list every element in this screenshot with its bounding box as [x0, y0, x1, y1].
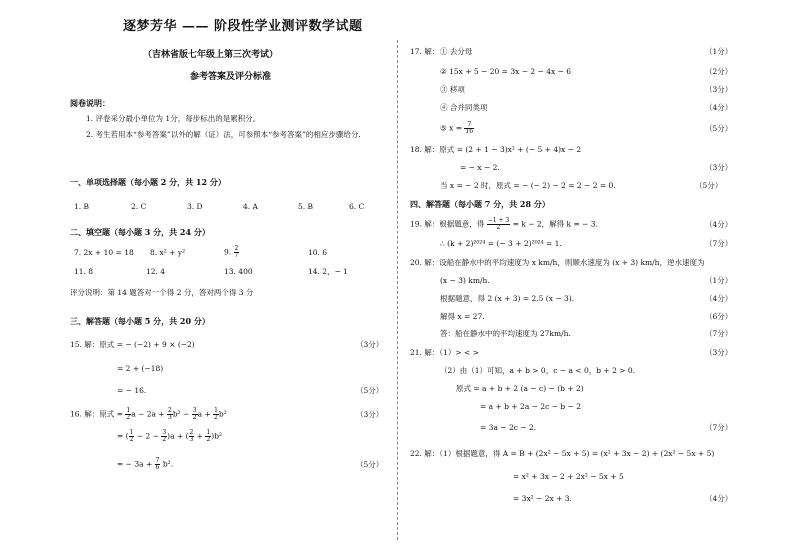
- q15-score: （5分）: [356, 386, 384, 395]
- section2-heading: 二、填空题（每小题 3 分，共 24 分）: [70, 227, 210, 237]
- fill-answer-14: 14. 2，− 1: [308, 267, 349, 276]
- q17-score: （4分）: [705, 103, 733, 112]
- q22-line1: 22. 解：（1）根据题意，得 A = B + (2x² − 5x + 5) = (x² + 3x − 2) + (2x² − 5x + 5): [410, 449, 715, 458]
- q21-line2: （2）由（1）可知，a + b > 0，c − a < 0，b + 2 > 0.: [440, 366, 636, 375]
- exam-subtitle: （吉林省版七年级上第三次考试）: [143, 50, 279, 60]
- fill-answer-13: 13. 400: [224, 267, 253, 276]
- section4-heading: 四、解答题（每小题 7 分，共 28 分）: [410, 199, 550, 209]
- q18-line1: 18. 解：原式 = (2 + 1 − 3)x² + (− 5 + 4)x − 2: [410, 145, 582, 154]
- q17-score: （5分）: [705, 124, 733, 133]
- mc-answer: 4. A: [243, 202, 258, 211]
- q18-line3: 当 x = − 2 时，原式 = − (− 2) − 2 = 2 − 2 = 0.: [440, 181, 616, 190]
- fill-answer-8: 8. x² + y²: [150, 248, 186, 257]
- section1-heading: 一、单项选择题（每小题 2 分，共 12 分）: [70, 177, 226, 187]
- q20-line5: 答：船在静水中的平均速度为 27km/h.: [440, 329, 571, 338]
- q19-score: （4分）: [705, 220, 733, 229]
- q20-line2: (x − 3) km/h.: [440, 276, 490, 285]
- column-divider: [397, 40, 399, 540]
- q21-line1: 21. 解：（1）> < >: [410, 348, 479, 357]
- q15-score: （3分）: [356, 340, 384, 349]
- mc-answer: 2. C: [131, 202, 147, 211]
- fill-answer-10: 10. 6: [308, 248, 328, 257]
- fill-answer-11: 11. 8: [74, 267, 94, 276]
- q18-line2: = − x − 2.: [460, 163, 500, 172]
- exam-title: 逐梦芳华 —— 阶段性学业测评数学试题: [123, 19, 363, 34]
- q20-line3: 根据题意，得 2 (x + 3) = 2.5 (x − 3).: [440, 294, 575, 303]
- q20-score: （7分）: [705, 329, 733, 338]
- q17-score: （1分）: [705, 47, 733, 56]
- q15-line1: 15. 解：原式 = − (−2) + 9 × (−2): [70, 340, 195, 349]
- q21-line3: 原式 = a + b + 2 (a − c) − (b + 2): [456, 384, 584, 393]
- instruction-item: 1. 评卷采分最小单位为 1分，每步标出的是累积分。: [86, 114, 261, 123]
- q20-score: （1分）: [705, 276, 733, 285]
- q20-score: （4分）: [705, 294, 733, 303]
- q16-line3: = − 3a + $\frac{7}{6}$ b².: [117, 457, 174, 471]
- q17-score: （2分）: [705, 67, 733, 76]
- q20-line1: 20. 解：设船在静水中的平均速度为 x km/h，则顺水速度为 (x + 3) km/h，逆水速度为: [410, 258, 705, 267]
- fill-answer-12: 12. 4: [146, 267, 166, 276]
- q22-score: （4分）: [705, 494, 733, 503]
- q17-step: ② 15x + 5 − 20 = 3x − 2 − 4x − 6: [440, 67, 572, 76]
- fill-answer-9: 9. $\frac{2}{7}$: [224, 245, 239, 259]
- mc-answer: 3. D: [187, 202, 203, 211]
- q19-line2: ∴ (k + 2)²⁰²⁴ = (− 3 + 2)²⁰²⁴ = 1.: [440, 239, 562, 248]
- q17-step: ① 去分母: [440, 47, 473, 56]
- mc-answer: 1. B: [74, 202, 90, 211]
- q21-score: （3分）: [705, 348, 733, 357]
- q21-line4: = a + b + 2a − 2c − b − 2: [480, 402, 581, 411]
- q17-score: （3分）: [705, 85, 733, 94]
- scoring-note: 评分说明：第 14 题答对一个得 2 分，答对两个得 3 分: [70, 288, 254, 297]
- q17-step: ③ 移项: [440, 85, 465, 94]
- q16-line1: 16. 解：原式 = $\frac{1}{2}$ a − 2a + $\frac{2}{3}$ b² − $\frac{3}{2}$ a + $\frac{1}{2}$ b²: [70, 407, 227, 421]
- q22-line2: = x² + 3x − 2 + 2x² − 5x + 5: [513, 472, 624, 481]
- answer-title: 参考答案及评分标准: [190, 72, 272, 82]
- q16-score: （5分）: [356, 460, 384, 469]
- q21-score: （7分）: [705, 423, 733, 432]
- q17-step: ⑤ x = $\frac{7}{16}$: [440, 121, 474, 135]
- q20-line4: 解得 x = 27.: [440, 312, 485, 321]
- section3-heading: 三、解答题（每小题 5 分，共 20 分）: [70, 316, 210, 326]
- q21-line5: = 3a − 2c − 2.: [480, 423, 537, 432]
- q15-line3: = − 16.: [117, 386, 147, 395]
- q18-score: （3分）: [705, 163, 733, 172]
- q16-line2: = ( $\frac{1}{2}$ − 2 − $\frac{3}{2}$ )a + ( $\frac{2}{3}$ + $\frac{1}{2}$ )b²: [117, 429, 222, 443]
- q20-score: （6分）: [705, 312, 733, 321]
- q22-line3: = 3x² − 2x + 3.: [513, 494, 572, 503]
- q19-score: （7分）: [705, 239, 733, 248]
- mc-answer: 6. C: [349, 202, 365, 211]
- q17-step: ④ 合并同类项: [440, 103, 488, 112]
- instructions-heading: 阅卷说明：: [70, 98, 110, 108]
- q18-score: （5分）: [695, 181, 723, 190]
- q15-line2: = 2 + (−18): [117, 364, 164, 373]
- instruction-item: 2. 考生若用本“参考答案”以外的解（证）法，可参照本“参考答案”的相应步骤给分.: [86, 130, 361, 139]
- fill-answer-7: 7. 2x + 10 = 18: [74, 248, 134, 257]
- q16-score: （3分）: [356, 410, 384, 419]
- q17-label: 17. 解：: [410, 47, 440, 56]
- mc-answer: 5. B: [298, 202, 314, 211]
- q19-line1: 19. 解：根据题意，得 $\frac{-1 + 3}{2}$ = k − 2，解得 k = − 3.: [410, 217, 598, 231]
